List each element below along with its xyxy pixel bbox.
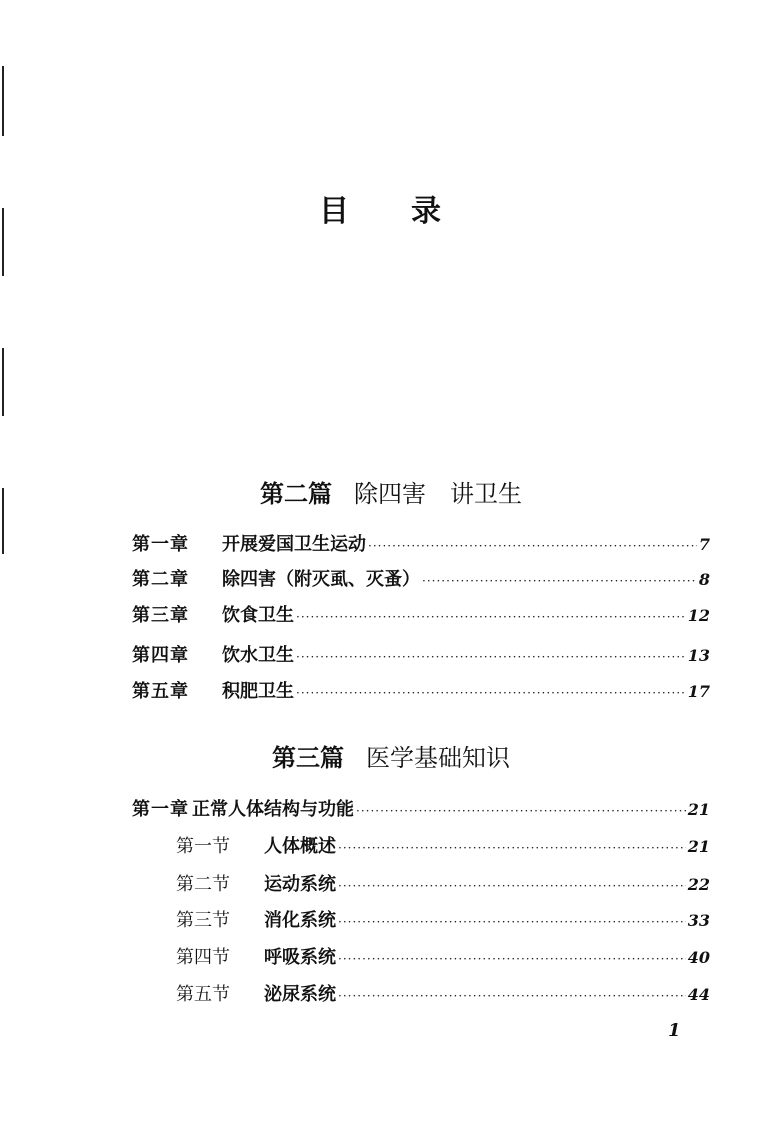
toc-section-entry[interactable] (176, 870, 710, 896)
chapter-number: 第三章 (132, 605, 189, 626)
chapter-title: 饮食卫生 (222, 605, 294, 626)
page-ref: 21 (687, 800, 710, 819)
scan-edge-mark (2, 66, 4, 136)
section-number: 第二节 (176, 874, 230, 895)
section-number: 第一节 (176, 836, 230, 857)
page-ref: 33 (687, 911, 710, 930)
toc-entry[interactable] (132, 530, 710, 556)
page-ref: 44 (687, 985, 710, 1004)
toc-entry[interactable] (132, 677, 710, 703)
page-ref: 12 (687, 606, 710, 625)
toc-entry[interactable] (132, 601, 710, 627)
page-ref: 8 (698, 570, 710, 589)
dot-leader (338, 879, 686, 893)
page-ref: 22 (687, 875, 710, 894)
dot-leader (368, 539, 697, 553)
chapter-number: 第二章 (132, 569, 189, 590)
part-number: 第二篇 (260, 480, 332, 508)
part-title: 医学基础知识 (366, 744, 510, 772)
dot-leader (338, 841, 686, 855)
dot-leader (296, 610, 686, 624)
page-title: 目录 (319, 194, 503, 229)
dot-leader (356, 804, 686, 818)
page-ref: 17 (687, 682, 710, 701)
toc-section-entry[interactable] (176, 943, 710, 969)
toc-section-entry[interactable] (176, 906, 710, 932)
section-title: 泌尿系统 (264, 984, 336, 1005)
page-number: 1 (668, 1020, 681, 1041)
toc-entry[interactable] (132, 565, 710, 591)
toc-entry[interactable] (132, 641, 710, 667)
chapter-title: 积肥卫生 (222, 681, 294, 702)
part-heading (0, 474, 782, 509)
page-ref: 13 (687, 646, 710, 665)
part-heading (0, 738, 782, 773)
chapter-title: 除四害（附灭虱、灭蚤） (222, 569, 420, 590)
section-title: 人体概述 (264, 836, 336, 857)
chapter-title: 饮水卫生 (222, 645, 294, 666)
toc-section-entry[interactable] (176, 980, 710, 1006)
part-number: 第三篇 (272, 744, 344, 772)
dot-leader (296, 686, 686, 700)
section-number: 第五节 (176, 984, 230, 1005)
section-title: 呼吸系统 (264, 947, 336, 968)
dot-leader (338, 989, 686, 1003)
dot-leader (296, 650, 686, 664)
section-title: 消化系统 (264, 910, 336, 931)
toc-entry[interactable] (132, 795, 710, 821)
chapter-number: 第一章 (132, 534, 189, 555)
scan-edge-mark (2, 348, 4, 416)
chapter-title: 开展爱国卫生运动 (222, 534, 366, 555)
chapter-number: 第五章 (132, 681, 189, 702)
chapter-number: 第四章 (132, 645, 189, 666)
page-ref: 7 (698, 535, 710, 554)
dot-leader (338, 952, 686, 966)
section-number: 第四节 (176, 947, 230, 968)
section-title: 运动系统 (264, 874, 336, 895)
chapter-title: 正常人体结构与功能 (192, 799, 354, 820)
section-number: 第三节 (176, 910, 230, 931)
part-title: 除四害 讲卫生 (354, 480, 522, 508)
dot-leader (422, 574, 697, 588)
chapter-number: 第一章 (132, 799, 189, 820)
toc-section-entry[interactable] (176, 832, 710, 858)
page-ref: 40 (687, 948, 710, 967)
page-ref: 21 (687, 837, 710, 856)
dot-leader (338, 915, 686, 929)
